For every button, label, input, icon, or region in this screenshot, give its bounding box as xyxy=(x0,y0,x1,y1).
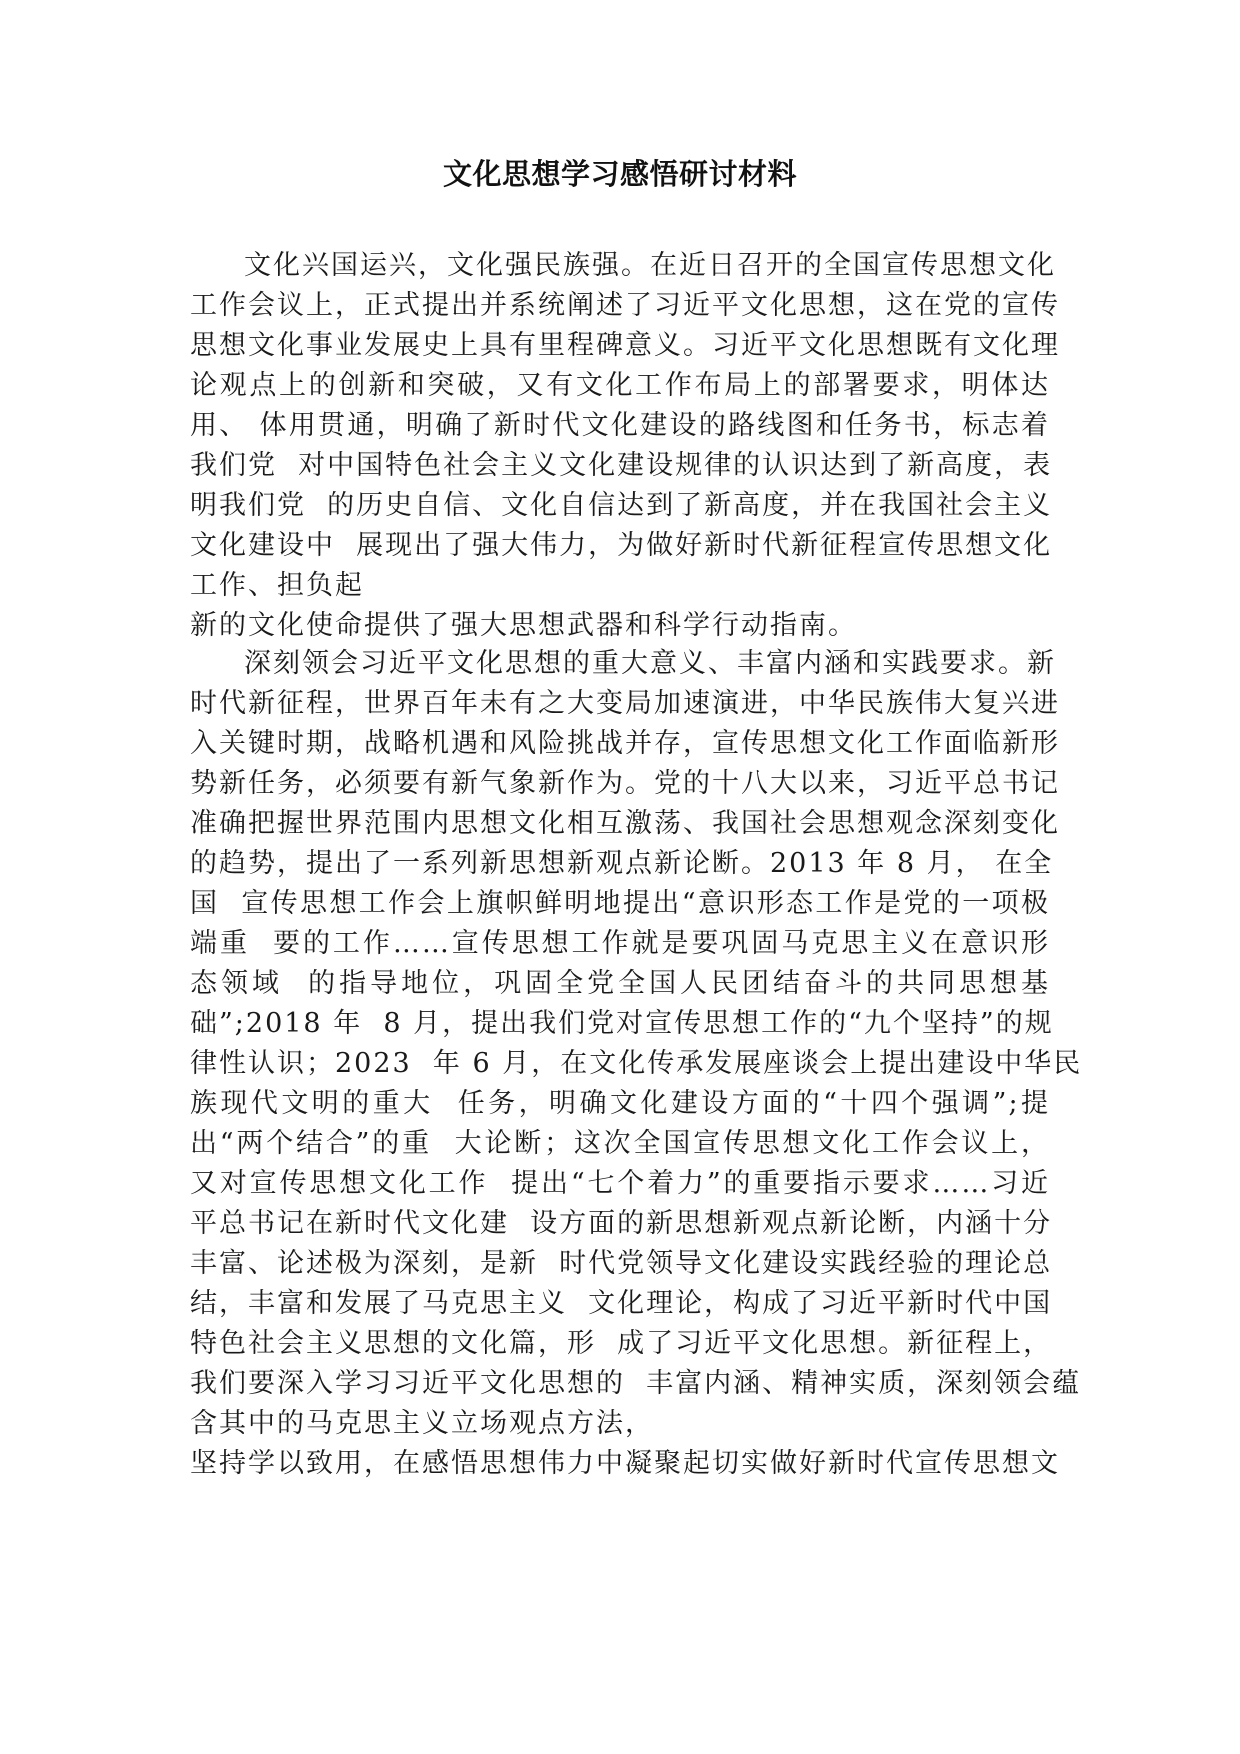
paragraph-2-line: 态领域 的指导地位，巩固全党全国人民团结奋斗的共同思想基 xyxy=(190,968,1050,999)
paragraph-2-line: 出“两个结合”的重 大论断；这次全国宣传思想文化工作会议上， xyxy=(190,1128,1050,1159)
paragraph-1 xyxy=(190,246,1060,646)
paragraph-2-line: 深刻领会习近平文化思想的重大意义、丰富内涵和实践要求。新 xyxy=(244,648,1056,679)
paragraph-2-line: 势新任务，必须要有新气象新作为。党的十八大以来，习近平总书记 xyxy=(190,768,1060,799)
paragraph-2-line: 丰富、论述极为深刻，是新 时代党领导文化建设实践经验的理论总 xyxy=(190,1248,1053,1279)
paragraph-2-line: 结，丰富和发展了马克思主义 文化理论，构成了习近平新时代中国 xyxy=(190,1288,1053,1319)
paragraph-2-line: 准确把握世界范围内思想文化相互激荡、我国社会思想观念深刻变化 xyxy=(190,808,1060,839)
paragraph-2-line: 的趋势，提出了一系列新思想新观点新论断。2013 年 8 月， 在全 xyxy=(190,848,1054,879)
document-title: 文化思想学习感悟研讨材料 xyxy=(442,157,797,191)
paragraph-2-line: 含其中的马克思主义立场观点方法， xyxy=(190,1408,654,1439)
paragraph-2-line: 特色社会主义思想的文化篇，形 成了习近平文化思想。新征程上， xyxy=(190,1328,1053,1359)
paragraph-2-line: 又对宣传思想文化工作 提出“七个着力”的重要指示要求……习近 xyxy=(190,1168,1050,1199)
paragraph-2-line: 平总书记在新时代文化建 设方面的新思想新观点新论断，内涵十分 xyxy=(190,1208,1053,1239)
paragraph-1-line: 新的文化使命提供了强大思想武器和科学行动指南。 xyxy=(190,610,857,641)
paragraph-2-line: 坚持学以致用，在感悟思想伟力中凝聚起切实做好新时代宣传思想文 xyxy=(190,1448,1060,1479)
paragraph-2-line: 入关键时期，战略机遇和风险挑战并存，宣传思想文化工作面临新形 xyxy=(190,728,1060,759)
paragraph-1-line: 工作会议上，正式提出并系统阐述了习近平文化思想，这在党的宣传 xyxy=(190,290,1060,321)
paragraph-2 xyxy=(190,644,1083,1484)
paragraph-2-line: 时代新征程，世界百年未有之大变局加速演进，中华民族伟大复兴进 xyxy=(190,688,1060,719)
paragraph-1-line: 用、 体用贯通，明确了新时代文化建设的路线图和任务书，标志着 xyxy=(190,410,1050,441)
paragraph-1-line: 文化建设中 展现出了强大伟力，为做好新时代新征程宣传思想文化 xyxy=(190,530,1053,561)
paragraph-1-line: 思想文化事业发展史上具有里程碑意义。习近平文化思想既有文化理 xyxy=(190,330,1060,361)
paragraph-2-line: 律性认识；2023 年 6 月，在文化传承发展座谈会上提出建设中华民 xyxy=(190,1048,1083,1079)
paragraph-2-line: 国 宣传思想工作会上旗帜鲜明地提出“意识形态工作是党的一项极 xyxy=(190,888,1050,919)
paragraph-1-line: 论观点上的创新和突破，又有文化工作布局上的部署要求，明体达 xyxy=(190,370,1050,401)
paragraph-1-line: 文化兴国运兴，文化强民族强。在近日召开的全国宣传思想文化 xyxy=(244,250,1056,281)
paragraph-1-line: 我们党 对中国特色社会主义文化建设规律的认识达到了新高度，表 xyxy=(190,450,1053,481)
paragraph-1-line: 明我们党 的历史自信、文化自信达到了新高度，并在我国社会主义 xyxy=(190,490,1053,521)
paragraph-2-line: 础”;2018 年 8 月，提出我们党对宣传思想工作的“九个坚持”的规 xyxy=(190,1008,1054,1039)
paragraph-2-line: 族现代文明的重大 任务，明确文化建设方面的“十四个强调”;提 xyxy=(190,1088,1050,1119)
paragraph-1-line: 工作、担负起 xyxy=(190,570,364,601)
paragraph-2-line: 端重 要的工作……宣传思想工作就是要巩固马克思主义在意识形 xyxy=(190,928,1050,959)
paragraph-2-line: 我们要深入学习习近平文化思想的 丰富内涵、精神实质，深刻领会蕴 xyxy=(190,1368,1082,1399)
